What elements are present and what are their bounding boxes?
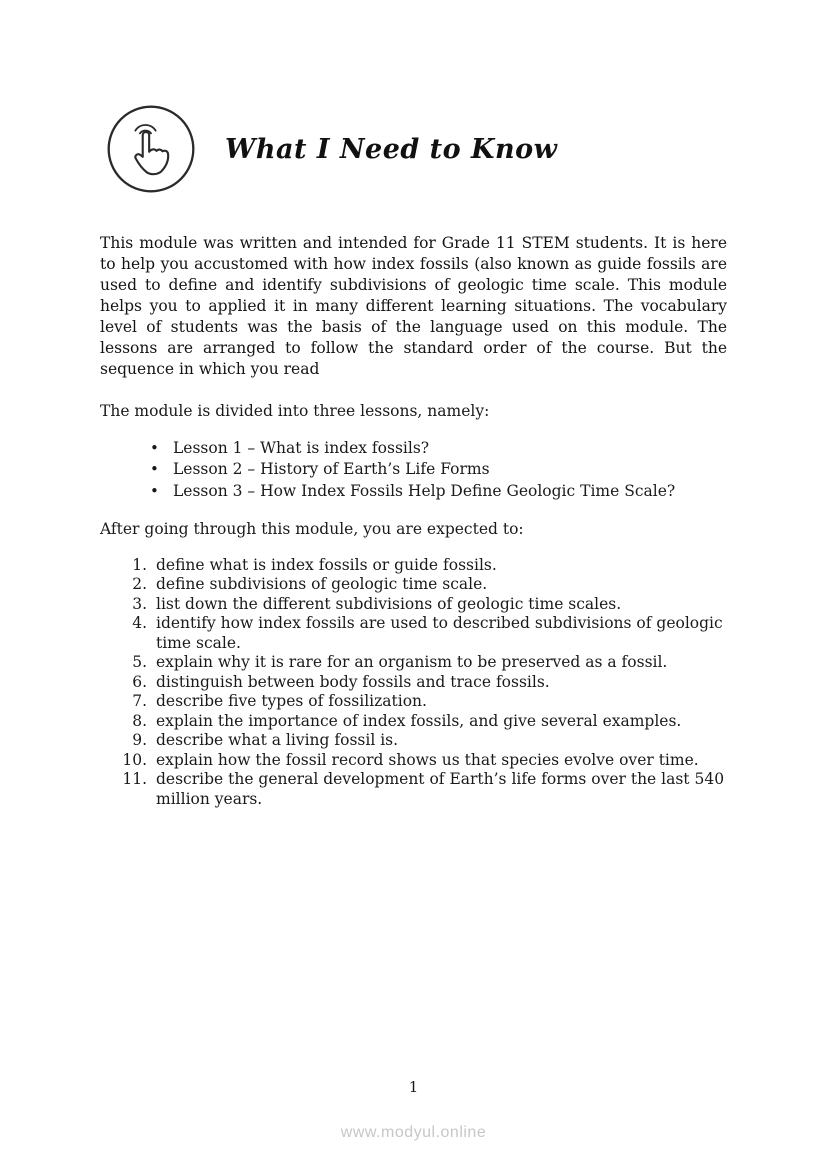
list-item: 9. describe what a living fossil is. <box>152 731 727 751</box>
list-item: 11. describe the general development of Earth’s life forms over the last 540 million years. <box>152 770 727 809</box>
page-number: 1 <box>408 1078 419 1096</box>
list-item: 8. explain the importance of index fossils, and give several examples. <box>152 712 727 732</box>
list-item: 2. define subdivisions of geologic time scale. <box>152 575 727 595</box>
list-item: 5. explain why it is rare for an organism to be preserved as a fossil. <box>152 653 727 673</box>
list-item: 6. distinguish between body fossils and trace fossils. <box>152 673 727 693</box>
intro-paragraph: This module was written and intended for Grade 11 STEM students. It is here to help you accustomed with how index fossils (also known as guide fossils are used to define and identify subdivisions of geologic time scale. This module helps you to applied it in many different learning situations. The vocabulary level of students was the basis of the language used on this module. The lessons are arranged to follow the standard order of the course. But the sequence in which you read <box>100 234 727 378</box>
lessons-intro: The module is divided into three lessons, namely: <box>100 402 490 420</box>
list-item: • Lesson 1 – What is index fossils? <box>150 438 727 460</box>
lessons-list <box>100 438 727 503</box>
watermark: www.modyul.online <box>340 1124 487 1141</box>
list-item: 4. identify how index fossils are used to described subdivisions of geologic time scale. <box>152 614 727 653</box>
objectives-intro: After going through this module, you are expected to: <box>100 520 524 538</box>
section-header <box>105 103 727 195</box>
page-title: What I Need to Know <box>225 133 558 165</box>
list-item: 10. explain how the fossil record shows us that species evolve over time. <box>152 751 727 771</box>
list-item: • Lesson 3 – How Index Fossils Help Define Geologic Time Scale? <box>150 481 727 503</box>
list-item: 1. define what is index fossils or guide fossils. <box>152 556 727 576</box>
list-item: 3. list down the different subdivisions of geologic time scales. <box>152 595 727 615</box>
hand-click-icon <box>105 103 197 195</box>
page-content <box>100 0 727 809</box>
list-item: • Lesson 2 – History of Earth’s Life Forms <box>150 459 727 481</box>
objectives-list <box>100 556 727 810</box>
list-item: 7. describe five types of fossilization. <box>152 692 727 712</box>
